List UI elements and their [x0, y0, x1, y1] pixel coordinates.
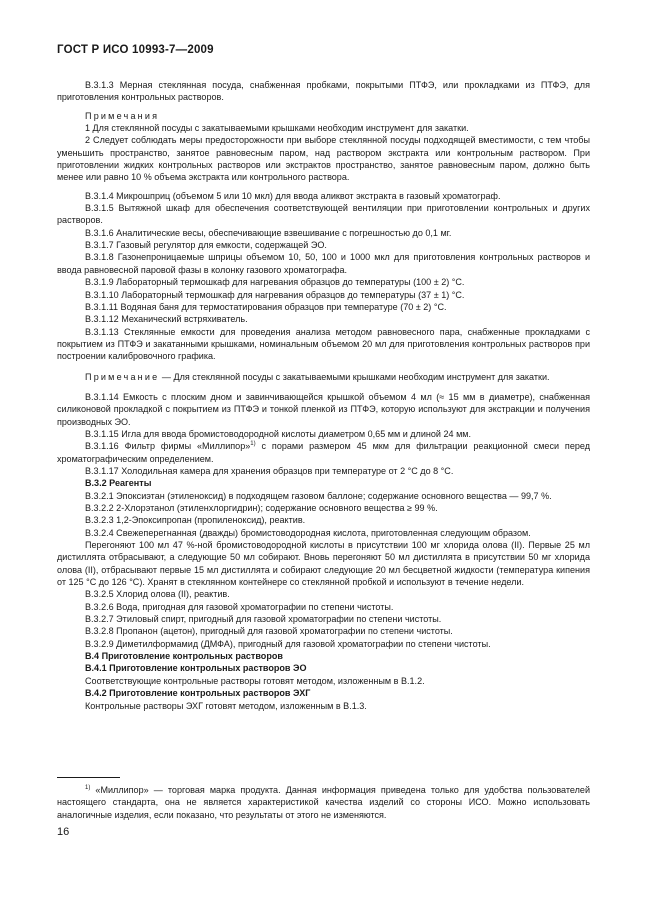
paragraph: Контрольные растворы ЭХГ готовят методом, изложенным в В.1.3. [85, 700, 367, 711]
paragraph: В.3.1.17 Холодильная камера для хранения образцов при температуре от 2 °С до 8 °С. [85, 465, 454, 476]
subsection-heading: В.4.1 Приготовление контрольных растворов ЭО [85, 663, 307, 674]
paragraph: В.3.1.6 Аналитические весы, обеспечивающие взвешивание с погрешностью до 0,1 мг. [85, 227, 452, 238]
paragraph: В.3.1.11 Водяная баня для термостатирования образцов при температуре (70 ± 2) °С. [85, 301, 447, 312]
paragraph: В.3.1.7 Газовый регулятор для емкости, содержащей ЭО. [85, 240, 327, 251]
paragraph-rest: с порами размером 45 мкм для фильтрации реакционной смеси перед хроматографическим определением. [57, 441, 591, 464]
paragraph: В.3.1.10 Лабораторный термошкаф для нагревания образцов до температуры (37 ± 1) °С. [85, 289, 465, 300]
paragraph-lead: В.3.1.16 Фильтр фирмы «Миллипор» [85, 441, 251, 452]
page-number: 16 [57, 826, 70, 838]
paragraph: В.3.2.8 Пропанон (ацетон), пригодный для газовой хроматографии по степени чистоты. [85, 626, 453, 637]
paragraph-with-footnote [57, 440, 590, 465]
paragraph: В.3.1.4 Микрошприц (объемом 5 или 10 мкл) для ввода аликвот экстракта в газовый хроматограф. [85, 190, 501, 201]
paragraph: В.3.1.9 Лабораторный термошкаф для нагревания образцов до температуры (100 ± 2) °С. [85, 277, 465, 288]
inline-note-text: — Для стеклянной посуды с закатываемыми крышками необходим инструмент для закатки. [159, 371, 550, 382]
document-header: ГОСТ Р ИСО 10993-7—2009 [57, 44, 214, 56]
subsection-heading: В.4.2 Приготовление контрольных растворов ЭХГ [85, 688, 311, 699]
paragraph: В.3.2.3 1,2-Эпоксипропан (пропиленоксид), реактив. [85, 515, 306, 526]
paragraph: В.3.1.3 Мерная стеклянная посуда, снабженная пробками, покрытыми ПТФЭ, или прокладками из ПТФЭ, для приготовления контрольных растворов. [57, 80, 590, 103]
paragraph: В.3.1.15 Игла для ввода бромистоводородной кислоты диаметром 0,65 мм и длиной 24 мм. [85, 428, 472, 439]
footnote [57, 784, 590, 821]
note-heading: Примечания [85, 110, 160, 121]
paragraph: В.3.2.1 Эпоксиэтан (этиленоксид) в подходящем газовом баллоне; содержание основного вещества — 99,7 %. [85, 490, 552, 501]
inline-note [57, 371, 590, 383]
footnote-text: «Миллипор» — торговая марка продукта. Данная информация приведена только для удобства пользователей настоящего стандарта, она не является характеристикой качества изделий со стороны ИСО. Можно использовать аналогичные изделия, если показано, что результаты от этого не изменяются. [57, 785, 590, 820]
footnote-divider [57, 777, 120, 778]
paragraph: В.3.1.8 Газонепроницаемые шприцы объемом 10, 50, 100 и 1000 мкл для приготовления контрольных растворов и ввода равновесной паровой фазы в колонку газового хроматографа. [57, 252, 590, 275]
section-heading: В.3.2 Реагенты [85, 478, 152, 489]
note-item: 1 Для стеклянной посуды с закатываемыми крышками необходим инструмент для закатки. [85, 123, 469, 134]
document-body [57, 79, 590, 712]
paragraph: В.3.2.9 Диметилформамид (ДМФА), пригодный для газовой хроматографии по степени чистоты. [85, 638, 491, 649]
section-heading: В.4 Приготовление контрольных растворов [85, 651, 283, 662]
paragraph: В.3.2.7 Этиловый спирт, пригодный для газовой хроматографии по степени чистоты. [85, 614, 442, 625]
paragraph: В.3.1.5 Вытяжной шкаф для обеспечения соответствующей вентиляции при приготовлении контрольных и других растворов. [57, 203, 590, 226]
paragraph: В.3.2.5 Хлорид олова (II), реактив. [85, 589, 230, 600]
paragraph: Перегоняют 100 мл 47 %-ной бромистоводородной кислоты в присутствии 100 мг хлорида олова (II). Первые 25 мл дистиллята отбрасывают, а следующие 50 мл собирают. Вновь перегоняют 50 мл дистиллята в присутствии 50 мг хлорида олова (II), отбрасывают первые 15 мл дистиллята и собирают следующие 20 мл бесцветной жидкости (температура кипения от 125 °С до 126 °С). Хранят в стеклянном контейнере со стеклянной пробкой и используют в течение недели. [57, 540, 590, 588]
paragraph: Соответствующие контрольные растворы готовят методом, изложенным в В.1.2. [85, 675, 425, 686]
paragraph: В.3.2.4 Свежеперегнанная (дважды) бромистоводородная кислота, приготовленная следующим образом. [85, 527, 531, 538]
paragraph: В.3.2.6 Вода, пригодная для газовой хроматографии по степени чистоты. [85, 601, 394, 612]
note-item: 2 Следует соблюдать меры предосторожности при выборе стеклянной посуды подходящей вместимости, с тем чтобы уменьшить пространство, занятое равновесным паром, над раствором экстракта или контрольным раствором. При приготовлении жидких контрольных растворов или экстрактов пространство, занятое равновесным паром, должно быть менее или равно 10 % объема экстракта или контрольного раствора. [57, 135, 590, 183]
footnote-ref: 1) [250, 441, 256, 448]
paragraph: В.3.1.12 Механический встряхиватель. [85, 314, 248, 325]
inline-note-label: Примечание [85, 371, 160, 382]
paragraph: В.3.1.13 Стеклянные емкости для проведения анализа методом равновесного пара, снабженные прокладками с покрытием из ПТФЭ и закатанными крышками, номинальным объемом 20 мл для приготовления контрольных растворов при построении калибровочного графика. [57, 326, 590, 362]
paragraph: В.3.1.14 Емкость с плоским дном и завинчивающейся крышкой объемом 4 мл (≈ 15 мм в диаметре), снабженная силиконовой прокладкой с покрытием из ПТФЭ и тонкой пленкой из ПТФЭ, которую используют для экстракции и получения производных ЭО. [57, 391, 590, 427]
paragraph: В.3.2.2 2-Хлорэтанол (этиленхлоргидрин); содержание основного вещества ≥ 99 %. [85, 503, 438, 513]
footnote-mark: 1) [85, 784, 91, 791]
